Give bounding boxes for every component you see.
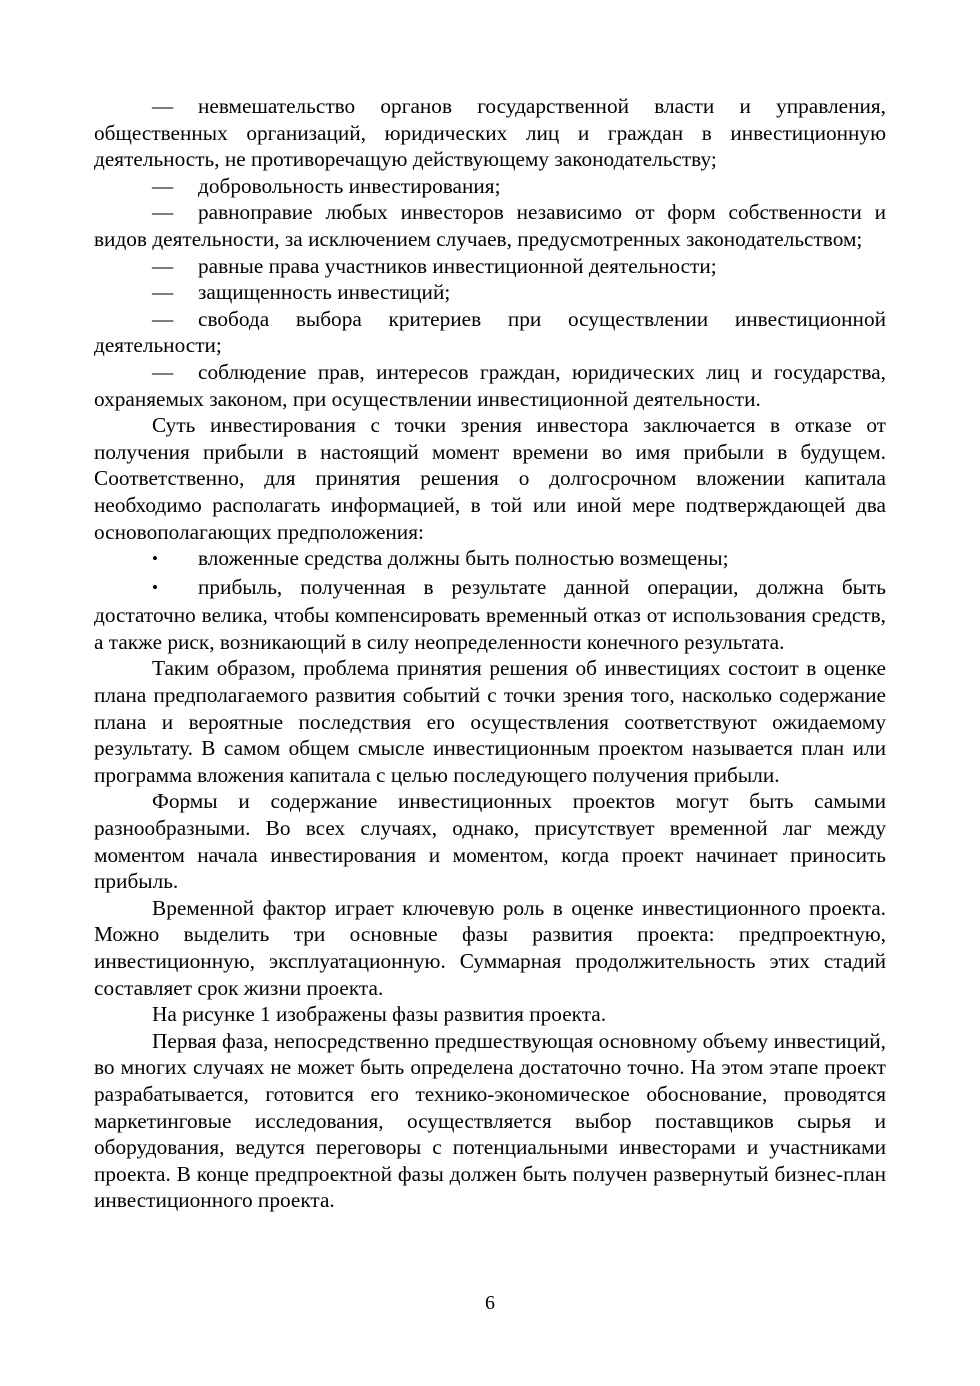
page-body — [94, 93, 886, 1214]
dash-marker: — — [152, 306, 174, 331]
paragraph: Первая фаза, непосредственно предшествующая основному объему инвестиций, во многих случаях не может быть определена достаточно точно. На этом этапе проект разрабатывается, готовится его технико-экономическое обоснование, проводятся маркетинговые исследования, осуществляется выбор поставщиков сырья и оборудования, ведутся переговоры с потенциальными инвесторами и участниками проекта. В конце предпроектной фазы должен быть получен развернутый бизнес-план инвестиционного проекта. — [94, 1028, 886, 1213]
list-item-text: невмешательство органов государственной власти и управления, общественных организаций, юридических лиц и граждан в инвестиционную деятельность, не противоречащую действующему законодательству; — [94, 94, 886, 172]
paragraph: Таким образом, проблема принятия решения об инвестициях состоит в оценке плана предполагаемого развития событий с точки зрения того, насколько содержание плана и вероятные последствия его осуществления соответствуют ожидаемому результату. В самом общем смысле инвестиционным проектом называется план или программа вложения капитала с целью последующего получения прибыли. — [94, 656, 886, 787]
dash-marker: — — [152, 173, 174, 198]
bullet-marker: • — [152, 549, 158, 569]
dash-marker: — — [152, 280, 174, 305]
list-item-text: равные права участников инвестиционной деятельности; — [198, 253, 717, 278]
list-item — [94, 359, 886, 412]
bullet-marker: • — [152, 577, 158, 597]
dash-marker: — — [152, 253, 174, 278]
bullet-item — [94, 574, 886, 656]
paragraph: На рисунке 1 изображены фазы развития проекта. — [152, 1002, 607, 1027]
list-item — [94, 173, 886, 200]
list-item — [94, 253, 886, 280]
list-item-text: равноправие любых инвесторов независимо от форм собственности и видов деятельности, за исключением случаев, предусмотренных законодательством; — [94, 200, 886, 251]
paragraph: Суть инвестирования с точки зрения инвестора заключается в отказе от получения прибыли в настоящий момент времени во имя прибыли в будущем. Соответственно, для принятия решения о долгосрочном вложении капитала необходимо располагать информацией, в той или иной мере подтверждающей два основополагающих предположения: — [94, 413, 886, 544]
dash-marker: — — [152, 200, 174, 225]
list-item-text: соблюдение прав, интересов граждан, юридических лиц и государства, охраняемых законом, при осуществлении инвестиционной деятельности. — [94, 359, 886, 411]
dash-marker: — — [152, 94, 174, 118]
list-item-text: защищенность инвестиций; — [198, 280, 451, 305]
paragraph: Формы и содержание инвестиционных проектов могут быть самыми разнообразными. Во всех случаях, однако, присутствует временной лаг между моментом начала инвестирования и моментом, когда проект начинает приносить прибыль. — [94, 789, 886, 894]
list-item-text: добровольность инвестирования; — [198, 173, 501, 198]
paragraph: Временной фактор играет ключевую роль в оценке инвестиционного проекта. Можно выделить три основные фазы развития проекта: предпроектную, инвестиционную, эксплуатационную. Суммарная продолжительность этих стадий составляет срок жизни проекта. — [94, 895, 886, 1000]
list-item — [94, 306, 886, 359]
list-item-text: свобода выбора критериев при осуществлении инвестиционной деятельности; — [94, 306, 886, 358]
bullet-item-text: вложенные средства должны быть полностью возмещены; — [198, 546, 729, 571]
dash-marker: — — [152, 359, 174, 384]
list-item — [94, 279, 886, 306]
bullet-item-text: прибыль, полученная в результате данной операции, должна быть достаточно велика, чтобы компенсировать временный отказ от использования средств, а также риск, возникающий в силу неопределенности конечного результата. — [94, 574, 886, 654]
list-item — [94, 199, 886, 252]
list-item — [94, 93, 886, 173]
page-number: 6 — [485, 1292, 495, 1314]
bullet-item — [94, 545, 886, 574]
